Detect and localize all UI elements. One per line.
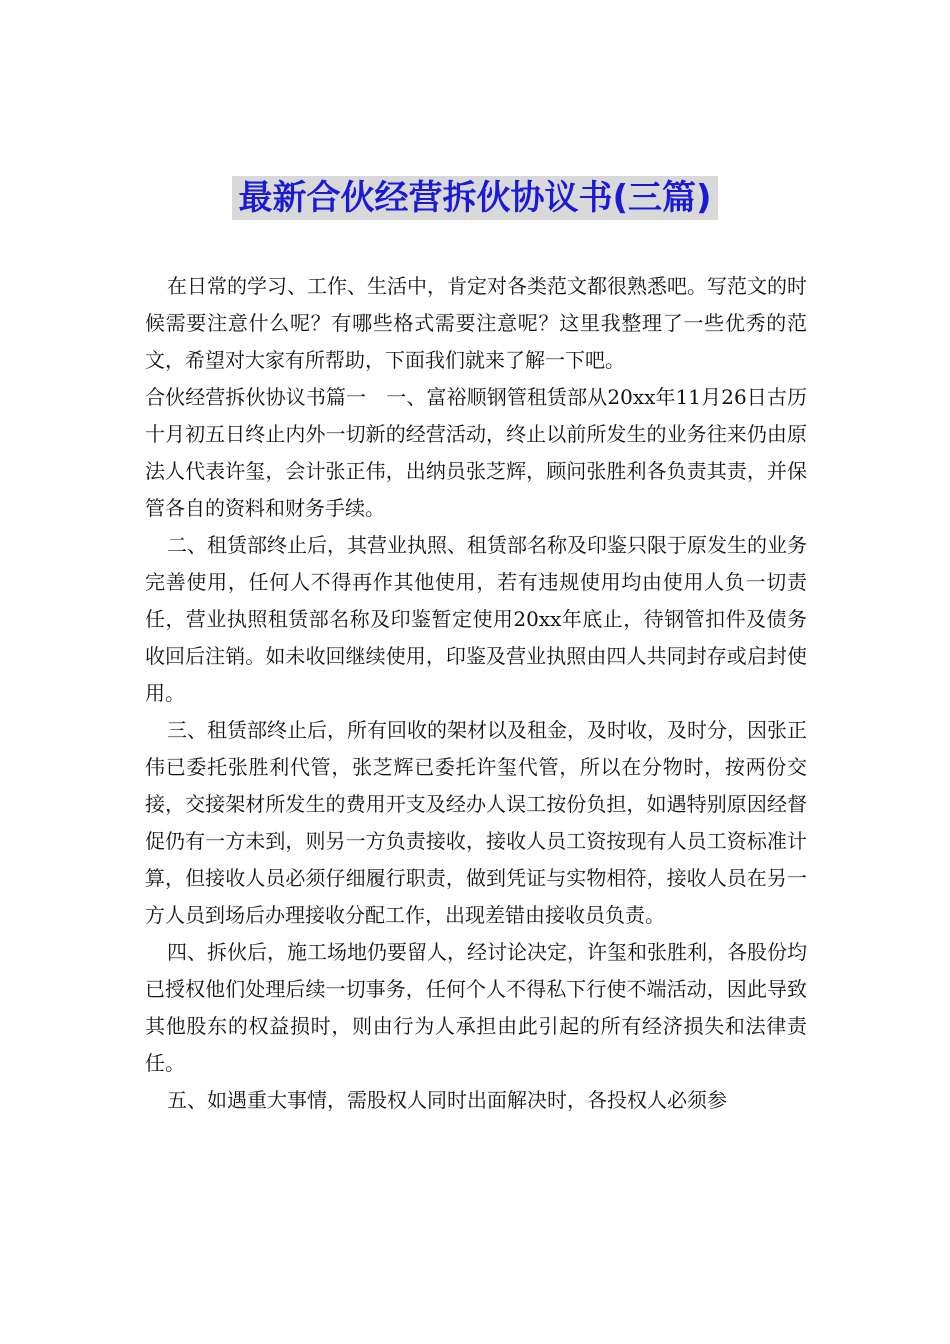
title-container xyxy=(0,176,950,220)
intro-paragraph: 在日常的学习、工作、生活中，肯定对各类范文都很熟悉吧。写范文的时候需要注意什么呢？有哪些格式需要注意呢？这里我整理了一些优秀的范文，希望对大家有所帮助，下面我们就来了解一下吧。 xyxy=(145,274,807,372)
document-title: 最新合伙经营拆伙协议书(三篇) xyxy=(232,176,717,220)
section-two-paragraph: 二、租赁部终止后，其营业执照、租赁部名称及印鉴只限于原发生的业务完善使用，任何人不得再作其他使用，若有违规使用均由使用人负一切责任，营业执照租赁部名称及印鉴暂定使用20xx年底止，待钢管扣件及债务收回后注销。如未收回继续使用，印鉴及营业执照由四人共同封存或启封使用。 xyxy=(145,533,807,705)
section-four-paragraph: 四、拆伙后，施工场地仍要留人，经讨论决定，许玺和张胜利，各股份均已授权他们处理后续一切事务，任何个人不得私下行使不端活动，因此导致其他股东的权益损时，则由行为人承担由此引起的所有经济损失和法律责任。 xyxy=(145,940,807,1075)
section-three-paragraph: 三、租赁部终止后，所有回收的架材以及租金，及时收，及时分，因张正伟已委托张胜利代管，张芝辉已委托许玺代管，所以在分物时，按两份交接，交接架材所发生的费用开支及经办人误工按份负担，如遇特别原因经督促仍有一方未到，则另一方负责接收，接收人员工资按现有人员工资标准计算，但接收人员必须仔细履行职责，做到凭证与实物相符，接收人员在另一方人员到场后办理接收分配工作，出现差错由接收员负责。 xyxy=(145,718,807,927)
document-body xyxy=(145,268,807,1119)
section-five-paragraph: 五、如遇重大事情，需股权人同时出面解决时，各投权人必须参 xyxy=(167,1088,727,1112)
section-one-paragraph: 合伙经营拆伙协议书篇一 一、富裕顺钢管租赁部从20xx年11月26日古历十月初五日终止内外一切新的经营活动，终止以前所发生的业务往来仍由原法人代表许玺，会计张正伟，出纳员张芝辉，顾问张胜利各负责其责，并保管各自的资料和财务手续。 xyxy=(145,385,807,520)
